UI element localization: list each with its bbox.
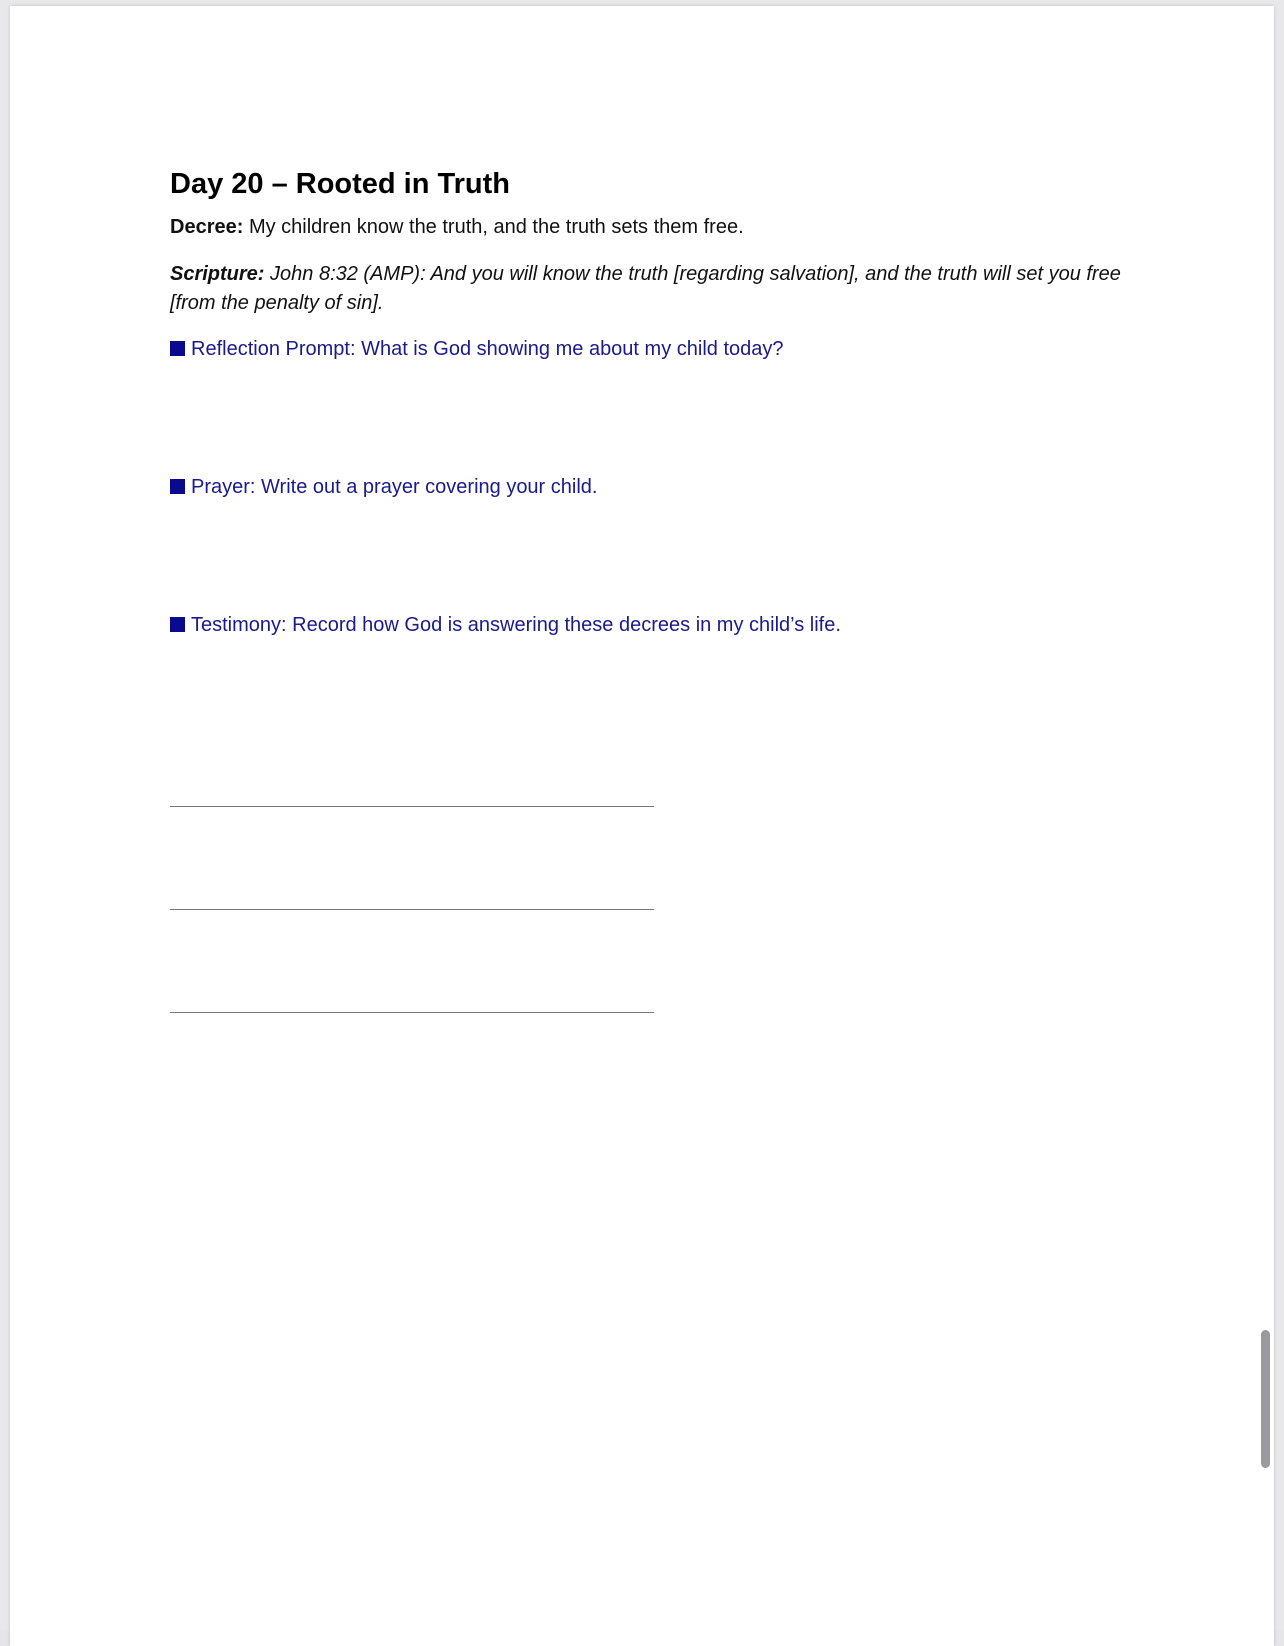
vertical-scrollbar-thumb[interactable] (1261, 1330, 1270, 1468)
reflection-prompt-text: Reflection Prompt: What is God showing me about my child today? (191, 338, 784, 360)
writing-line (170, 909, 654, 910)
pdf-page (10, 6, 1274, 1646)
writing-line (170, 1012, 654, 1013)
scripture-text: John 8:32 (AMP): And you will know the truth [regarding salvation], and the truth will set you free [from the penalty of sin]. (170, 263, 1121, 314)
decree-text: My children know the truth, and the truth sets them free. (243, 216, 744, 238)
decree-paragraph (170, 214, 1140, 240)
page-title: Day 20 – Rooted in Truth (170, 168, 510, 200)
square-bullet-icon (170, 341, 185, 356)
page-content (170, 166, 1140, 636)
prayer-prompt (170, 474, 597, 500)
prayer-prompt-text: Prayer: Write out a prayer covering your child. (191, 476, 598, 498)
square-bullet-icon (170, 479, 185, 494)
decree-label: Decree: (170, 216, 244, 238)
writing-line (170, 806, 654, 807)
testimony-prompt (170, 612, 841, 638)
testimony-prompt-text: Testimony: Record how God is answering these decrees in my child’s life. (191, 614, 841, 636)
scripture-label: Scripture: (170, 263, 265, 285)
reflection-prompt (170, 336, 784, 362)
scripture-paragraph (170, 260, 1140, 318)
square-bullet-icon (170, 617, 185, 632)
